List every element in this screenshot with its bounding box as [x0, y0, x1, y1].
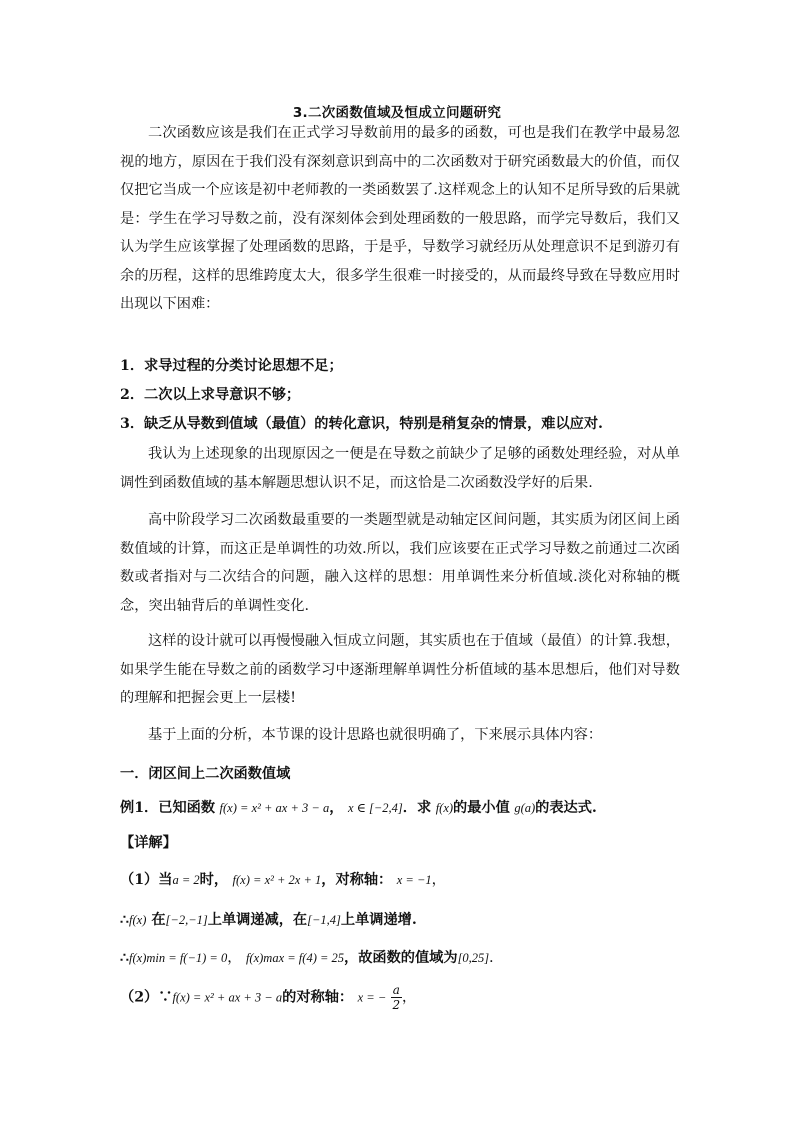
- list-item-3: 3．缺乏从导数到值域（最值）的转化意识，特别是稍复杂的情景，难以应对.: [120, 416, 604, 432]
- step-2-text-3: 上单调递增.: [340, 912, 417, 928]
- step-1-text: 时，: [199, 872, 229, 888]
- paragraph-5: 基于上面的分析，本节课的设计思路也就很明确了，下来展示具体内容：: [148, 727, 603, 743]
- step-1-label: （1）当: [120, 872, 173, 888]
- list-item-1: 1．求导过程的分类讨论思想不足；: [120, 358, 343, 374]
- therefore-symbol: ∴: [120, 950, 130, 966]
- example-ga: g(a): [514, 801, 536, 815]
- example-domain: x ∈ [−2,4]: [347, 801, 403, 815]
- example-label: 例1．: [120, 800, 159, 816]
- step-1-a-value: a = 2: [172, 873, 200, 887]
- step-3-maximum: f(x)max = f(4) = 25: [245, 951, 345, 965]
- step-4-label: （2）∵: [120, 989, 173, 1006]
- step-4-end: ，: [401, 989, 417, 1006]
- page-title: 3.二次函数值域及恒成立问题研究: [292, 105, 502, 121]
- section-heading: 一．闭区间上二次函数值域: [120, 766, 291, 782]
- example-text-4: 的最小值: [453, 800, 510, 816]
- example-text-5: 的表达式.: [535, 800, 597, 816]
- paragraph-2: 我认为上述现象的出现原因之一便是在导数之前缺少了足够的函数处理经验，对从单调性到函数值域的基本解题思想认识不足，而这恰是二次函数没学好的后果.: [120, 446, 680, 491]
- step-2-interval-2: [−1,4]: [307, 913, 341, 927]
- step-1-function: f(x) = x² + 2x + 1: [232, 873, 322, 887]
- step-2-function: f(x): [129, 913, 147, 927]
- step-2-text-2: 上单调递减，在: [207, 912, 308, 928]
- example-function: f(x) = x² + ax + 3 − a: [219, 801, 330, 815]
- example-fx: f(x): [435, 801, 454, 815]
- step-3-text: ，故函数的值域为: [344, 950, 458, 966]
- step-2-interval-1: [−2,−1]: [165, 913, 208, 927]
- example-text-1: 已知函数: [158, 800, 216, 816]
- paragraph-4: 这样的设计就可以再慢慢融入恒成立问题，其实质也在于值域（最值）的计算.我想，如果学生能在导数之前的函数学习中逐渐理解单调性分析值域的基本思想后，他们对导数的理解和把握会更上一层楼!: [120, 633, 680, 706]
- step-1-axis-text: ，对称轴：: [321, 872, 393, 888]
- step-2-text-1: 在: [146, 912, 166, 928]
- step-3-end: ．: [489, 950, 504, 966]
- fraction-denominator: 2: [392, 998, 401, 1012]
- step-1-end: ，: [431, 872, 446, 888]
- solution-step-4: [120, 983, 416, 1012]
- solution-step-3: [120, 947, 503, 967]
- step-3-minimum: f(x)min = f(−1) = 0: [129, 951, 228, 965]
- example-text-2: ，: [329, 800, 344, 816]
- step-4-function: f(x) = x² + ax + 3 − a: [172, 990, 283, 1005]
- step-1-axis-value: x = −1: [396, 873, 432, 887]
- example-1: [120, 797, 597, 817]
- solution-heading: 【详解】: [120, 835, 177, 851]
- list-item-2: 2．二次以上求导意识不够；: [120, 387, 301, 403]
- step-3-range: [0,25]: [457, 951, 490, 965]
- solution-step-2: [120, 909, 417, 929]
- intro-paragraph: 二次函数应该是我们在正式学习导数前用的最多的函数，可也是我们在教学中最易忽视的地方，原因在于我们没有深刻意识到高中的二次函数对于研究函数最大的价值，而仅仅把它当成一个应该是初中老师教的一类函数罢了.这样观念上的认知不足所导致的后果就是：学生在学习导数之前，没有深刻体会到处理函数的一般思路，而学完导数后，我们又认为学生应该掌握了处理函数的思路，于是乎，导数学习就经历从处理意识不足到游刃有余的历程，这样的思维跨度太大，很多学生很难一时接受的，从而最终导致在导数应用时出现以下困难：: [120, 125, 680, 312]
- step-4-fraction: [391, 983, 402, 1012]
- step-3-separator: ，: [227, 950, 242, 966]
- example-text-3: ．求: [402, 800, 432, 816]
- step-4-text: 的对称轴：: [282, 989, 354, 1006]
- step-4-axis: x = −: [357, 990, 387, 1005]
- therefore-symbol: ∴: [120, 912, 130, 928]
- solution-step-1: [120, 869, 446, 889]
- paragraph-3: 高中阶段学习二次函数最重要的一类题型就是动轴定区间问题，其实质为闭区间上函数值域的计算，而这正是单调性的功效.所以，我们应该要在正式学习导数之前通过二次函数或者指对与二次结合的问题，融入这样的思想：用单调性来分析值域.淡化对称轴的概念，突出轴背后的单调性变化.: [120, 512, 680, 614]
- fraction-numerator: a: [392, 983, 400, 997]
